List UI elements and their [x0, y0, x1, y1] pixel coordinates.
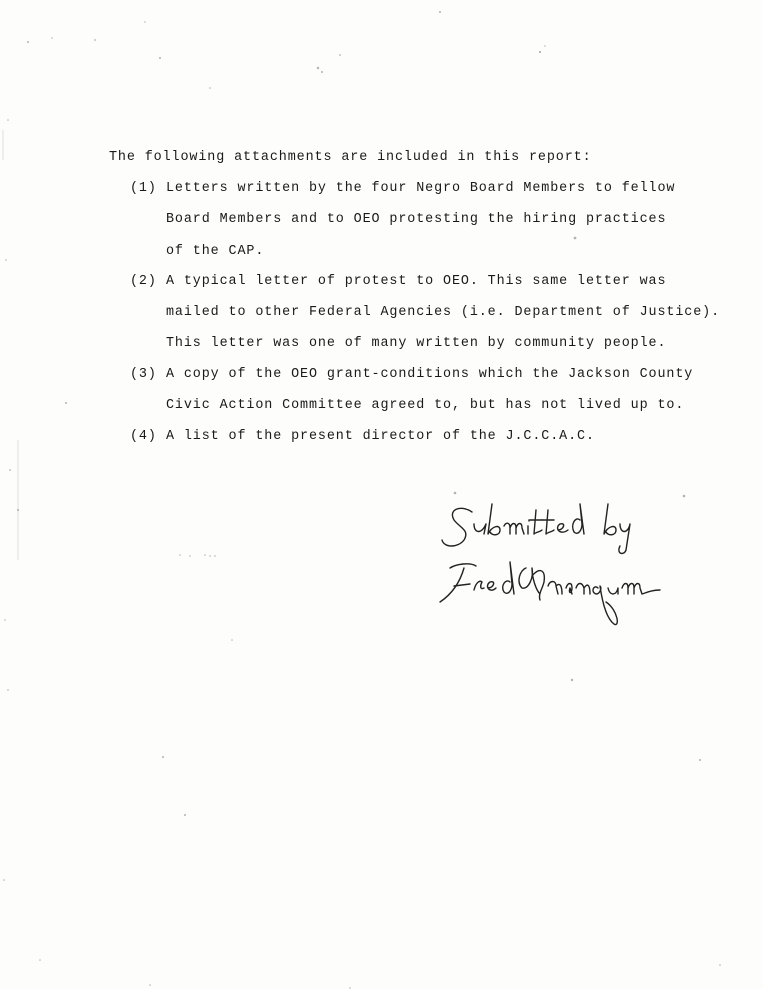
attachment-item-2: [130, 274, 666, 290]
item-number: (2): [130, 274, 157, 289]
handwritten-signature: [430, 490, 700, 630]
attachment-item-4: [130, 429, 595, 445]
attachment-item-3: [130, 367, 693, 383]
item-line: Letters written by the four Negro Board Members to fellow: [166, 181, 676, 196]
item-line: mailed to other Federal Agencies (i.e. Department of Justice).: [166, 305, 721, 320]
item-line: A list of the present director of the J.C.C.A.C.: [166, 429, 595, 444]
item-number: (4): [130, 429, 157, 444]
item-line: This letter was one of many written by community people.: [166, 336, 667, 351]
intro-text: The following attachments are included in this report:: [109, 150, 592, 165]
item-line: Board Members and to OEO protesting the hiring practices: [166, 212, 667, 227]
item-line: of the CAP.: [166, 244, 265, 259]
attachment-item-1: [130, 181, 675, 197]
item-line: A copy of the OEO grant-conditions which the Jackson County: [166, 367, 694, 382]
item-line: Civic Action Committee agreed to, but has not lived up to.: [166, 398, 685, 413]
item-number: (1): [130, 181, 157, 196]
item-number: (3): [130, 367, 157, 382]
item-line: A typical letter of protest to OEO. This same letter was: [166, 274, 667, 289]
